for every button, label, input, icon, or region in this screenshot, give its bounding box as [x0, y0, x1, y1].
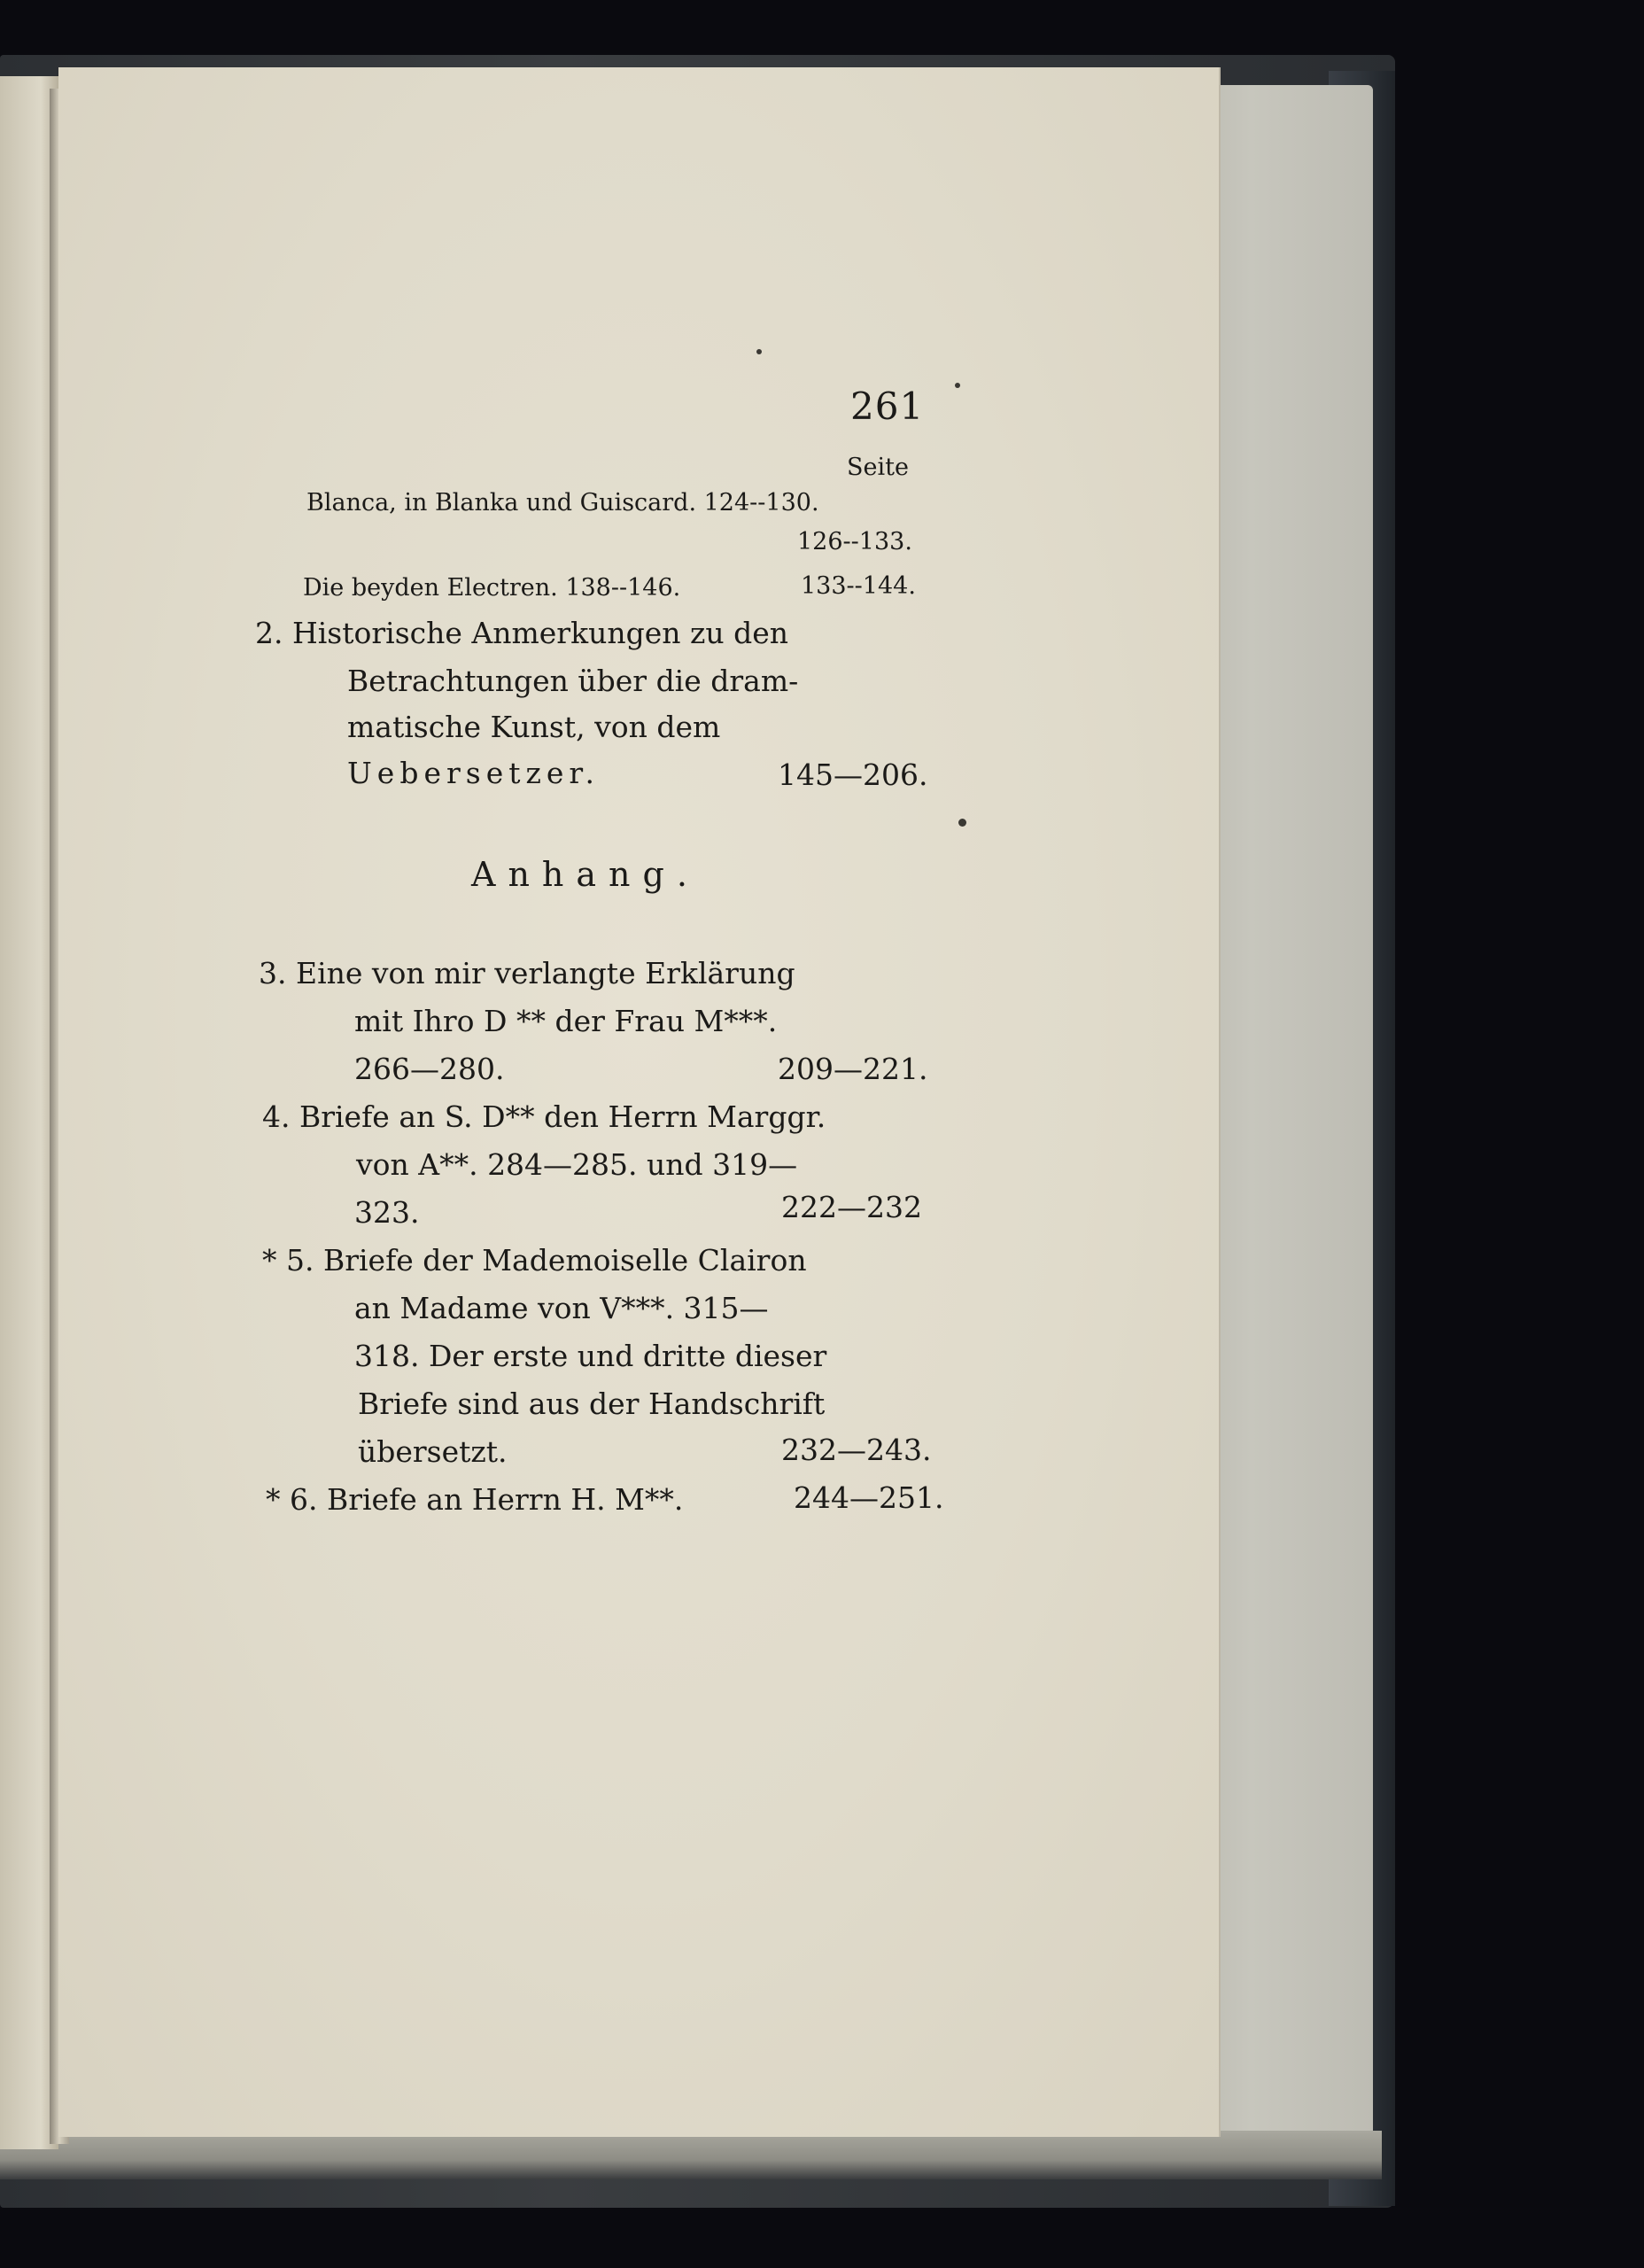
paper-speck	[955, 383, 960, 388]
toc-entry-line: matische Kunst, von dem	[347, 710, 721, 744]
toc-entry-line: Uebersetzer.	[347, 756, 601, 790]
toc-entry-line: 4. Briefe an S. D** den Herrn Marggr.	[262, 1099, 826, 1134]
paper-speck	[756, 349, 762, 354]
toc-entry-line: Briefe sind aus der Handschrift	[358, 1386, 826, 1421]
toc-entry-pages: 133--144.	[801, 572, 916, 600]
page-stack-bottom	[0, 2131, 1382, 2179]
toc-entry-pages: 244—251.	[794, 1480, 944, 1515]
toc-entry-line: * 5. Briefe der Mademoiselle Clairon	[262, 1243, 807, 1278]
toc-entry-line: 323.	[354, 1195, 420, 1230]
toc-entry-pages: 222—232	[781, 1190, 922, 1224]
section-heading: Anhang.	[471, 855, 700, 894]
toc-entry-line: von A**. 284—285. und 319—	[356, 1147, 798, 1182]
toc-entry-pages: 232—243.	[781, 1433, 932, 1467]
paper-speck	[958, 819, 966, 827]
toc-entry-text: Die beyden Electren. 138--146.	[303, 574, 681, 602]
book-page	[58, 67, 1219, 2137]
toc-entry-line: an Madame von V***. 315—	[354, 1291, 769, 1325]
toc-entry-line: übersetzt.	[358, 1434, 508, 1469]
toc-entry-line: 2. Historische Anmerkungen zu den	[255, 616, 789, 650]
toc-entry-line: Betrachtungen über die dram-	[347, 664, 799, 698]
toc-entry-pages: 126--133.	[797, 528, 912, 555]
toc-entry-pages: 209—221.	[778, 1052, 928, 1086]
page-number: 261	[850, 384, 925, 428]
column-header: Seite	[847, 454, 909, 481]
toc-entry-line: 3. Eine von mir verlangte Erklärung	[259, 956, 795, 990]
toc-entry-line: 266—280.	[354, 1052, 505, 1086]
toc-entry-line: * 6. Briefe an Herrn H. M**.	[266, 1482, 684, 1517]
toc-entry-pages: 145—206.	[778, 757, 928, 792]
toc-entry-line: 318. Der erste und dritte dieser	[354, 1339, 827, 1373]
toc-entry-text: Blanca, in Blanka und Guiscard. 124--130.	[306, 489, 819, 517]
toc-entry-line: mit Ihro D ** der Frau M***.	[354, 1004, 778, 1038]
